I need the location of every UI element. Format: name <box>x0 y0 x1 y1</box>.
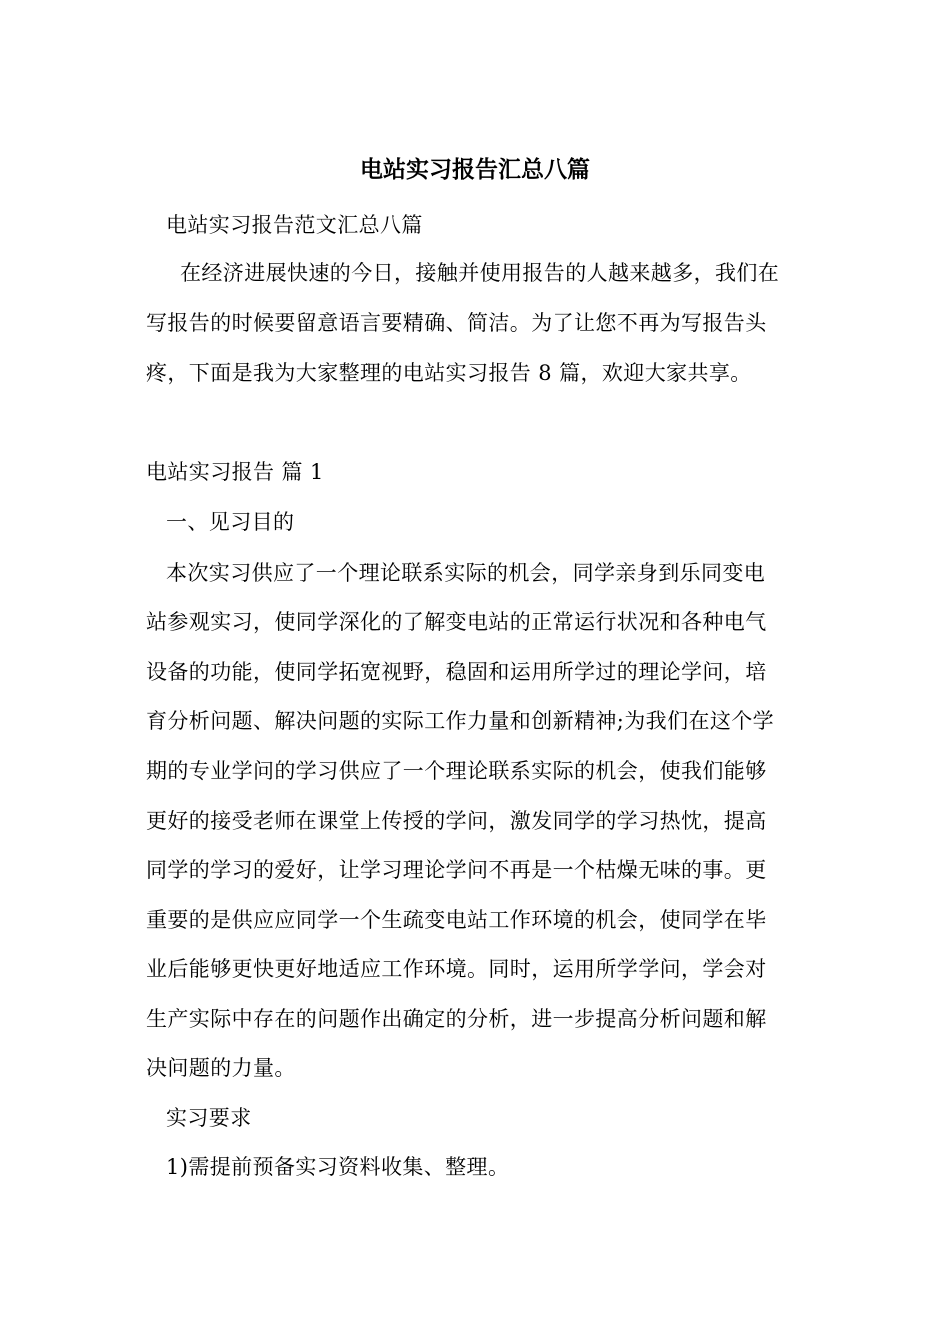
body-line-6: 更好的接受老师在课堂上传授的学问，激发同学的学习热忱，提高 <box>146 809 767 833</box>
requirement-item-1: 1)需提前预备实习资料收集、整理。 <box>166 1155 510 1179</box>
body-line-10: 生产实际中存在的问题作出确定的分析，进一步提高分析问题和解 <box>146 1007 767 1031</box>
requirements-heading: 实习要求 <box>166 1106 252 1130</box>
body-line-5: 期的专业学问的学习供应了一个理论联系实际的机会，使我们能够 <box>146 759 767 783</box>
body-line-8: 重要的是供应应同学一个生疏变电站工作环境的机会，使同学在毕 <box>146 908 767 932</box>
part-heading: 一、见习目的 <box>166 510 295 534</box>
body-line-7: 同学的学习的爱好，让学习理论学问不再是一个枯燥无味的事。更 <box>146 858 767 882</box>
body-line-1: 本次实习供应了一个理论联系实际的机会，同学亲身到乐同变电 <box>166 561 766 585</box>
document-subtitle: 电站实习报告范文汇总八篇 <box>166 213 423 237</box>
intro-line-3: 疼，下面是我为大家整理的电站实习报告 8 篇，欢迎大家共享。 <box>146 361 752 385</box>
section-heading: 电站实习报告 篇 1 <box>146 460 324 484</box>
body-line-9: 业后能够更快更好地适应工作环境。同时，运用所学学问，学会对 <box>146 957 767 981</box>
body-line-4: 育分析问题、解决问题的实际工作力量和创新精神;为我们在这个学 <box>146 709 775 733</box>
body-line-3: 设备的功能，使同学拓宽视野，稳固和运用所学过的理论学问，培 <box>146 660 767 684</box>
intro-line-2: 写报告的时候要留意语言要精确、简洁。为了让您不再为写报告头 <box>146 311 767 335</box>
document-title: 电站实习报告汇总八篇 <box>360 156 590 183</box>
body-line-11: 决问题的力量。 <box>146 1056 296 1080</box>
intro-line-1: 在经济进展快速的今日，接触并使用报告的人越来越多，我们在 <box>180 261 780 285</box>
body-line-2: 站参观实习，使同学深化的了解变电站的正常运行状况和各种电气 <box>146 610 767 634</box>
